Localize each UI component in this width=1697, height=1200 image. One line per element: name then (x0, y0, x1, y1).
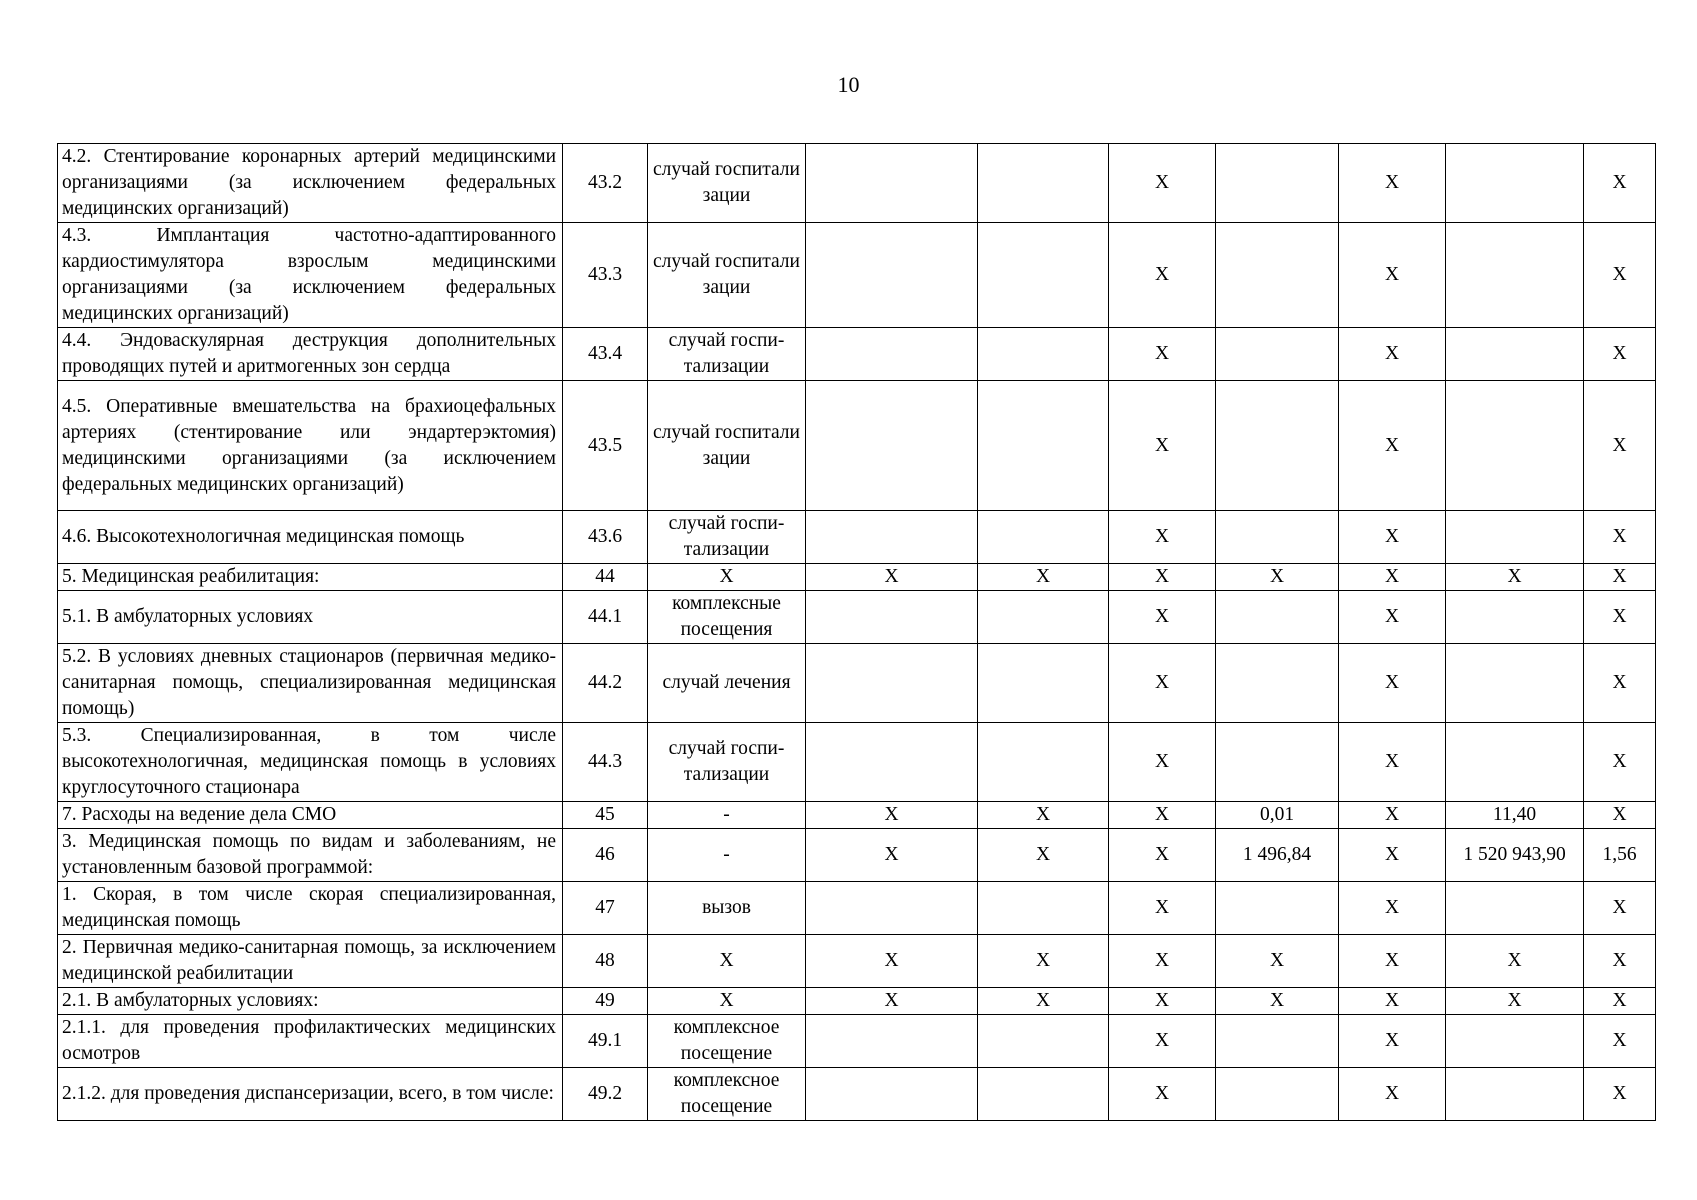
row-value-cell (1446, 591, 1584, 644)
row-value-cell (806, 882, 978, 935)
row-value-cell: X (1109, 223, 1216, 328)
row-value-cell: X (806, 829, 978, 882)
row-code-cell: 43.2 (563, 144, 648, 223)
row-value-cell: X (1216, 564, 1339, 591)
row-value-cell (1446, 723, 1584, 802)
row-unit-cell: случай лечения (648, 644, 806, 723)
row-value-cell: X (806, 564, 978, 591)
row-value-cell: X (1584, 644, 1656, 723)
data-table (57, 143, 1656, 1121)
row-value-cell: X (1109, 802, 1216, 829)
row-value-cell: X (1216, 935, 1339, 988)
row-unit-cell: комплексные посещения (648, 591, 806, 644)
row-value-cell: X (1109, 328, 1216, 381)
row-value-cell (1216, 882, 1339, 935)
row-value-cell (978, 381, 1109, 511)
row-value-cell: X (1109, 144, 1216, 223)
row-code-cell: 43.4 (563, 328, 648, 381)
row-unit-cell: случай госпи-тализации (648, 511, 806, 564)
row-name-cell: 2.1.2. для проведения диспансеризации, всего, в том числе: (58, 1068, 563, 1121)
row-value-cell (1446, 511, 1584, 564)
row-value-cell (806, 511, 978, 564)
row-value-cell: X (1339, 591, 1446, 644)
table-row (58, 802, 1656, 829)
row-value-cell (1216, 144, 1339, 223)
row-name-cell: 5.1. В амбулаторных условиях (58, 591, 563, 644)
row-code-cell: 49 (563, 988, 648, 1015)
row-value-cell: X (1584, 223, 1656, 328)
row-value-cell (978, 511, 1109, 564)
row-value-cell (806, 381, 978, 511)
row-value-cell (1216, 223, 1339, 328)
row-unit-cell: случай госпитали зации (648, 223, 806, 328)
row-name-cell: 5. Медицинская реабилитация: (58, 564, 563, 591)
row-name-cell: 2.1.1. для проведения профилактических медицинских осмотров (58, 1015, 563, 1068)
row-unit-cell: случай госпитали зации (648, 381, 806, 511)
row-value-cell (1216, 644, 1339, 723)
row-unit-cell: комплексное посещение (648, 1068, 806, 1121)
row-name-cell: 7. Расходы на ведение дела СМО (58, 802, 563, 829)
row-name-cell: 4.2. Стентирование коронарных артерий медицинскими организациями (за исключением федеральных медицинских организаций) (58, 144, 563, 223)
row-unit-cell: X (648, 988, 806, 1015)
row-name-cell: 5.3. Специализированная, в том числе высокотехнологичная, медицинская помощь в условиях круглосуточного стационара (58, 723, 563, 802)
row-value-cell: X (1584, 723, 1656, 802)
row-code-cell: 44.1 (563, 591, 648, 644)
row-unit-cell: X (648, 564, 806, 591)
table-row (58, 223, 1656, 328)
row-code-cell: 43.3 (563, 223, 648, 328)
row-value-cell (806, 328, 978, 381)
row-name-cell: 4.4. Эндоваскулярная деструкция дополнительных проводящих путей и аритмогенных зон сердца (58, 328, 563, 381)
row-value-cell (978, 223, 1109, 328)
row-name-cell: 5.2. В условиях дневных стационаров (первичная медико-санитарная помощь, специализированная медицинская помощь) (58, 644, 563, 723)
row-code-cell: 49.1 (563, 1015, 648, 1068)
row-value-cell (1446, 381, 1584, 511)
row-value-cell: X (806, 802, 978, 829)
row-value-cell: X (1109, 935, 1216, 988)
row-name-cell: 2.1. В амбулаторных условиях: (58, 988, 563, 1015)
row-name-cell: 4.5. Оперативные вмешательства на брахиоцефальных артериях (стентирование или эндартерэктомия) медицинскими организациями (за исключением федеральных медицинских организаций) (58, 381, 563, 511)
row-value-cell (806, 1068, 978, 1121)
row-value-cell (1446, 223, 1584, 328)
row-value-cell (1446, 644, 1584, 723)
row-code-cell: 43.5 (563, 381, 648, 511)
row-name-cell: 2. Первичная медико-санитарная помощь, за исключением медицинской реабилитации (58, 935, 563, 988)
row-value-cell: X (1109, 591, 1216, 644)
row-name-cell: 3. Медицинская помощь по видам и заболеваниям, не установленным базовой программой: (58, 829, 563, 882)
row-value-cell: X (1584, 144, 1656, 223)
row-value-cell: X (1339, 935, 1446, 988)
row-value-cell (978, 591, 1109, 644)
row-value-cell: X (1109, 381, 1216, 511)
row-value-cell: X (1584, 988, 1656, 1015)
row-value-cell (1446, 882, 1584, 935)
row-value-cell: X (1584, 564, 1656, 591)
row-value-cell: X (1339, 829, 1446, 882)
row-value-cell (1216, 591, 1339, 644)
row-value-cell: X (1584, 1068, 1656, 1121)
row-value-cell (806, 644, 978, 723)
row-value-cell (1446, 144, 1584, 223)
row-value-cell (1216, 381, 1339, 511)
row-value-cell: X (1109, 511, 1216, 564)
row-value-cell (806, 1015, 978, 1068)
row-value-cell: X (1446, 988, 1584, 1015)
row-value-cell (806, 591, 978, 644)
row-value-cell (978, 144, 1109, 223)
row-value-cell: X (1584, 591, 1656, 644)
row-value-cell: 1 520 943,90 (1446, 829, 1584, 882)
page-number: 10 (837, 72, 860, 97)
row-value-cell: X (1339, 988, 1446, 1015)
table-row (58, 511, 1656, 564)
row-value-cell (978, 1068, 1109, 1121)
row-value-cell (806, 223, 978, 328)
row-value-cell: X (1339, 644, 1446, 723)
row-name-cell: 4.6. Высокотехнологичная медицинская помощь (58, 511, 563, 564)
table-row (58, 644, 1656, 723)
row-value-cell (1446, 1015, 1584, 1068)
row-value-cell: X (978, 802, 1109, 829)
row-value-cell: 1 496,84 (1216, 829, 1339, 882)
row-name-cell: 1. Скорая, в том числе скорая специализированная, медицинская помощь (58, 882, 563, 935)
row-value-cell: X (978, 935, 1109, 988)
row-code-cell: 46 (563, 829, 648, 882)
row-code-cell: 49.2 (563, 1068, 648, 1121)
row-value-cell: X (806, 988, 978, 1015)
row-unit-cell: случай госпитали зации (648, 144, 806, 223)
row-value-cell: X (1339, 381, 1446, 511)
row-code-cell: 45 (563, 802, 648, 829)
row-value-cell: X (806, 935, 978, 988)
row-value-cell: X (1339, 564, 1446, 591)
row-value-cell: 11,40 (1446, 802, 1584, 829)
row-value-cell: X (1109, 1068, 1216, 1121)
row-unit-cell: комплексное посещение (648, 1015, 806, 1068)
row-value-cell: X (978, 564, 1109, 591)
row-code-cell: 44.2 (563, 644, 648, 723)
table-row (58, 1015, 1656, 1068)
row-value-cell: X (1339, 1068, 1446, 1121)
row-value-cell: X (1109, 829, 1216, 882)
row-value-cell (978, 1015, 1109, 1068)
row-value-cell: X (1216, 988, 1339, 1015)
table-row (58, 328, 1656, 381)
row-code-cell: 44 (563, 564, 648, 591)
row-value-cell: X (1109, 723, 1216, 802)
row-value-cell: X (1339, 328, 1446, 381)
row-value-cell (1216, 511, 1339, 564)
row-unit-cell: X (648, 935, 806, 988)
row-value-cell: X (1339, 723, 1446, 802)
table-row (58, 381, 1656, 511)
row-value-cell (1216, 328, 1339, 381)
row-value-cell: X (1584, 935, 1656, 988)
row-value-cell: X (1109, 988, 1216, 1015)
row-value-cell: X (1584, 802, 1656, 829)
row-unit-cell: вызов (648, 882, 806, 935)
row-value-cell: X (1339, 144, 1446, 223)
row-value-cell: X (1339, 511, 1446, 564)
table-row (58, 935, 1656, 988)
row-value-cell: X (1584, 1015, 1656, 1068)
row-value-cell (1446, 1068, 1584, 1121)
row-value-cell: X (1584, 511, 1656, 564)
row-value-cell (1216, 723, 1339, 802)
row-value-cell (978, 644, 1109, 723)
row-unit-cell: случай госпи-тализации (648, 723, 806, 802)
row-value-cell: X (1109, 882, 1216, 935)
row-value-cell (1446, 328, 1584, 381)
row-value-cell (978, 723, 1109, 802)
row-value-cell (806, 144, 978, 223)
table-row (58, 1068, 1656, 1121)
row-value-cell: X (1109, 644, 1216, 723)
row-value-cell (978, 328, 1109, 381)
row-code-cell: 44.3 (563, 723, 648, 802)
table-row (58, 564, 1656, 591)
row-code-cell: 48 (563, 935, 648, 988)
row-value-cell (978, 882, 1109, 935)
row-value-cell: X (978, 829, 1109, 882)
table-row (58, 591, 1656, 644)
row-value-cell (806, 723, 978, 802)
row-code-cell: 43.6 (563, 511, 648, 564)
row-value-cell: X (1446, 564, 1584, 591)
row-value-cell: X (1339, 882, 1446, 935)
row-name-cell: 4.3. Имплантация частотно-адаптированного кардиостимулятора взрослым медицинскими организациями (за исключением федеральных медицинских организаций) (58, 223, 563, 328)
row-value-cell: X (1339, 1015, 1446, 1068)
row-value-cell: X (1584, 381, 1656, 511)
row-value-cell: X (1584, 328, 1656, 381)
row-unit-cell: - (648, 802, 806, 829)
table-row (58, 988, 1656, 1015)
row-value-cell (1216, 1015, 1339, 1068)
row-value-cell: X (1446, 935, 1584, 988)
row-code-cell: 47 (563, 882, 648, 935)
table-row (58, 723, 1656, 802)
row-value-cell: X (1109, 564, 1216, 591)
table-row (58, 882, 1656, 935)
row-value-cell (1216, 1068, 1339, 1121)
row-value-cell: X (978, 988, 1109, 1015)
row-value-cell: X (1584, 882, 1656, 935)
row-value-cell: X (1109, 1015, 1216, 1068)
table-row (58, 829, 1656, 882)
row-value-cell: 0,01 (1216, 802, 1339, 829)
row-value-cell: 1,56 (1584, 829, 1656, 882)
table-row (58, 144, 1656, 223)
row-unit-cell: случай госпи-тализации (648, 328, 806, 381)
row-value-cell: X (1339, 223, 1446, 328)
row-value-cell: X (1339, 802, 1446, 829)
row-unit-cell: - (648, 829, 806, 882)
